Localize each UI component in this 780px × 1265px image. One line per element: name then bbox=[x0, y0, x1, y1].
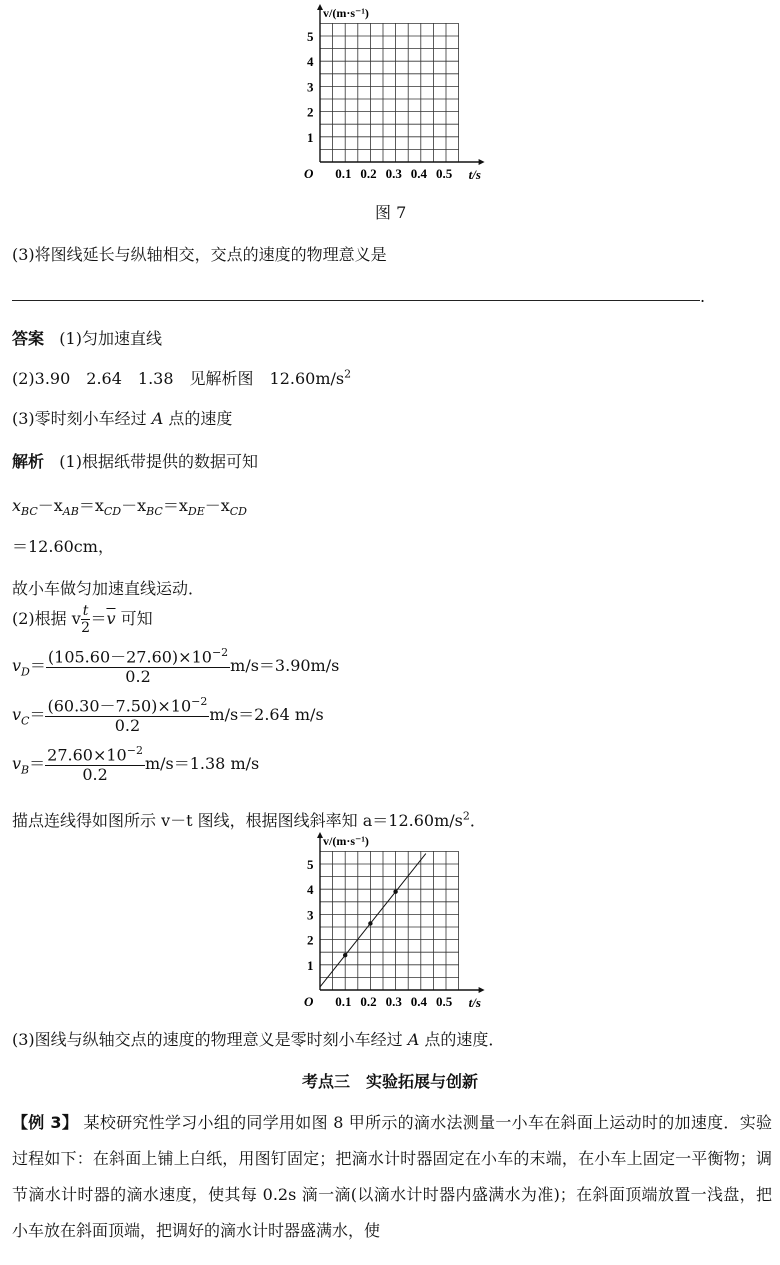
example-label: 【例 3】 bbox=[12, 1113, 79, 1132]
y-axis-label: v/(m·s⁻¹) bbox=[323, 6, 369, 20]
x-tick-label: 0.1 bbox=[335, 994, 352, 1009]
blank-period: . bbox=[700, 287, 706, 306]
analysis-label: 解析 bbox=[12, 452, 45, 471]
answer-label: 答案 bbox=[12, 329, 45, 348]
answer-3: (3)零时刻小车经过 A 点的速度 bbox=[12, 409, 233, 428]
origin-label: O bbox=[304, 166, 314, 181]
question-3: (3)将图线延长与纵轴相交，交点的速度的物理意义是 bbox=[12, 245, 387, 264]
y-axis-label: v/(m·s⁻¹) bbox=[323, 834, 369, 848]
data-point bbox=[393, 890, 397, 894]
section-title: 考点三 实验拓展与创新 bbox=[301, 1072, 478, 1091]
equation-vD: $v_D=$ $\frac{(105.60-27.60)\times 10^{-2}}{0.2}$ m/s＝3.90m/s bbox=[12, 646, 340, 686]
data-point bbox=[343, 953, 347, 957]
example-text: 某校研究性学习小组的同学用如图 8 甲所示的滴水法测量一小车在斜面上运动时的加速度．实验过程如下：在斜面上铺上白纸，用图钉固定；把滴水计时器固定在小车的末端，在小车上固定一平衡物；调节滴水计时器的滴水速度，使其每 0.2s 滴一滴(以滴水计时器内盛满水为准)；在斜面顶端放置一浅盘，把小车放在斜面顶端，把调好的滴水计时器盛满水，使 bbox=[12, 1113, 772, 1240]
analysis-eq-2: ＝12.60cm， bbox=[12, 537, 114, 556]
x-tick-label: 0.2 bbox=[360, 166, 377, 181]
answer-line-1 bbox=[12, 326, 162, 349]
y-tick-label: 1 bbox=[307, 129, 314, 145]
x-axis-arrow bbox=[479, 159, 485, 165]
x-axis-label: t/s bbox=[468, 995, 481, 1010]
example-3 bbox=[12, 1105, 772, 1249]
analysis-line-4: (2)根据 v $\frac{t}{2}$ $=\overline{v}$ 可知 bbox=[12, 603, 153, 637]
y-tick-label: 2 bbox=[307, 932, 314, 948]
fit-line bbox=[320, 854, 426, 987]
x-tick-label: 0.5 bbox=[436, 994, 453, 1009]
answer-2: (2)3.90 2.64 1.38 见解析图 $12.60m/s^2$ bbox=[12, 367, 352, 388]
answer-blank bbox=[12, 300, 700, 301]
y-tick-label: 5 bbox=[307, 857, 314, 872]
analysis-line-3: 故小车做匀加速直线运动． bbox=[12, 579, 205, 598]
equation-vB: $v_B=$ $\frac{27.60\times 10^{-2}}{0.2}$ m/s＝1.38 m/s bbox=[12, 744, 260, 784]
y-tick-label: 2 bbox=[307, 104, 314, 120]
analysis-line-1: 解析 (1)根据纸带提供的数据可知 bbox=[12, 452, 258, 471]
figure-7-caption: 图 7 bbox=[375, 203, 407, 222]
answer-1: (1)匀加速直线 bbox=[59, 329, 162, 348]
result-vt-chart bbox=[300, 828, 500, 1018]
y-tick-label: 1 bbox=[307, 957, 314, 973]
analysis-line-8: 描点连线得如图所示 v－t 图线，根据图线斜率知 $a=12.60m/s^2$． bbox=[12, 809, 486, 830]
y-tick-label: 4 bbox=[307, 54, 314, 70]
analysis-line-9: (3)图线与纵轴交点的速度的物理意义是零时刻小车经过 A 点的速度． bbox=[12, 1030, 505, 1049]
x-tick-label: 0.5 bbox=[436, 166, 453, 181]
x-tick-label: 0.2 bbox=[360, 994, 377, 1009]
y-tick-label: 3 bbox=[307, 79, 314, 95]
analysis-eq-1: $x_{BC}-x_{AB}=x_{CD}-x_{BC}=x_{DE}-x_{CD}$ bbox=[12, 496, 248, 519]
equation-vC: $v_C=$ $\frac{(60.30-7.50)\times 10^{-2}}{0.2}$ m/s＝2.64 m/s bbox=[12, 695, 324, 735]
figure-7-chart bbox=[300, 0, 500, 190]
y-tick-label: 5 bbox=[307, 29, 314, 44]
x-axis-label: t/s bbox=[468, 167, 481, 182]
data-point bbox=[368, 921, 372, 925]
x-tick-label: 0.4 bbox=[410, 994, 428, 1009]
x-tick-label: 0.1 bbox=[335, 166, 352, 181]
x-tick-label: 0.4 bbox=[410, 166, 428, 181]
y-tick-label: 3 bbox=[307, 907, 314, 923]
origin-label: O bbox=[304, 994, 314, 1009]
x-axis-arrow bbox=[479, 987, 485, 993]
x-tick-label: 0.3 bbox=[385, 994, 402, 1009]
x-tick-label: 0.3 bbox=[385, 166, 402, 181]
y-tick-label: 4 bbox=[307, 882, 314, 898]
